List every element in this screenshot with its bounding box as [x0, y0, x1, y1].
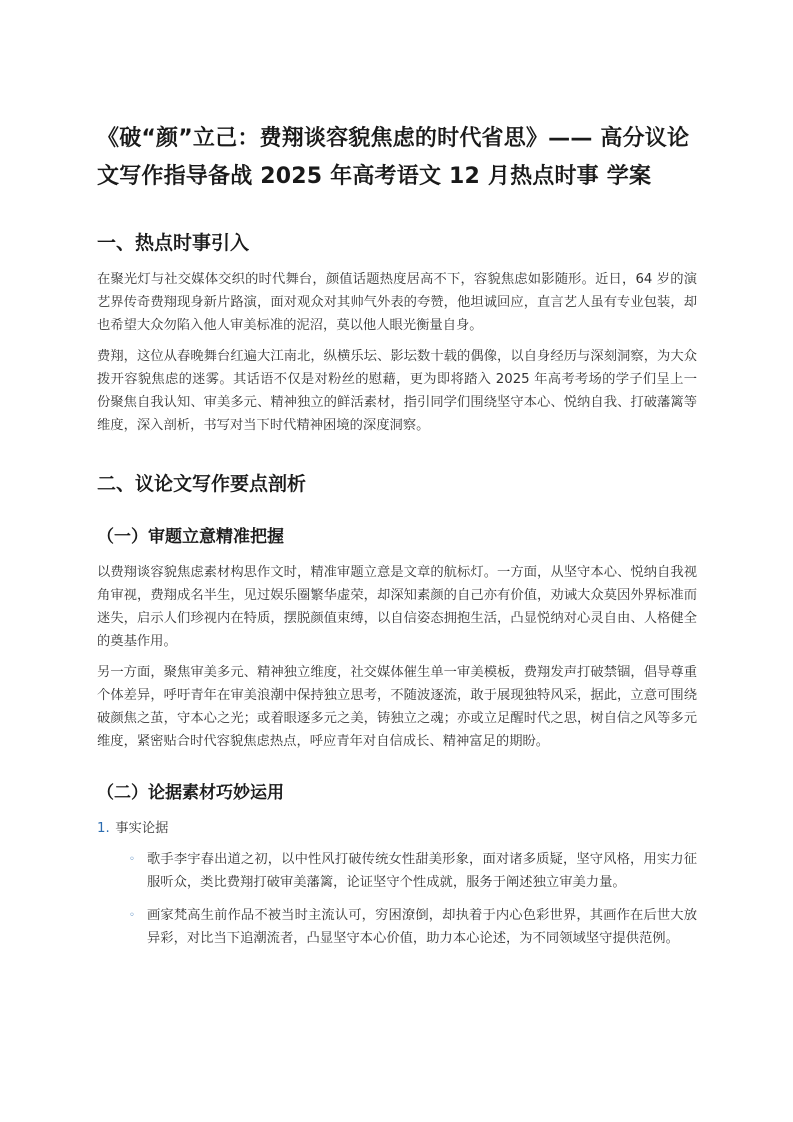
fact-evidence-bullets [97, 848, 697, 950]
bullet-item [129, 904, 697, 950]
document-title: 《破“颜”立己：费翔谈容貌焦虑的时代省思》—— 高分议论文写作指导备战 2025 年高考语文 12 月热点时事 学案 [97, 126, 690, 189]
section-heading-writing-points: 二、议论文写作要点剖析 [97, 473, 307, 495]
subsection-heading-theme: （一）审题立意精准把握 [97, 527, 284, 547]
bullet-text: 歌手李宇春出道之初，以中性风打破传统女性甜美形象，面对诸多质疑，坚守风格，用实力征服听众，类比费翔打破审美藩篱，论证坚守个性成就，服务于阐述独立审美力量。 [147, 852, 697, 890]
document-page [97, 120, 697, 960]
circle-bullet-icon: ◦ [129, 854, 135, 865]
subsection-heading-evidence: （二）论据素材巧妙运用 [97, 783, 284, 803]
bullet-item [129, 848, 697, 894]
evidence-list [97, 817, 697, 950]
list-number: 1. [97, 821, 110, 836]
subsection1-paragraph-2: 另一方面，聚焦审美多元、精神独立维度，社交媒体催生单一审美模板，费翔发声打破禁锢，倡导尊重个体差异，呼吁青年在审美浪潮中保持独立思考，不随波逐流，敢于展现独特风采，据此，立意可围绕破颜焦之茧，守本心之光；或着眼逐多元之美，铸独立之魂；亦或立足醒时代之思，树自信之风等多元维度，紧密贴合时代容貌焦虑热点，呼应青年对自信成长、精神富足的期盼。 [97, 665, 697, 749]
circle-bullet-icon: ◦ [129, 910, 135, 921]
section-heading-hot-topic: 一、热点时事引入 [97, 232, 250, 254]
list-item-label: 事实论据 [115, 821, 169, 836]
list-item [97, 817, 697, 840]
section1-paragraph-1: 在聚光灯与社交媒体交织的时代舞台，颜值话题热度居高不下，容貌焦虑如影随形。近日，64 岁的演艺界传奇费翔现身新片路演，面对观众对其帅气外表的夸赞，他坦诚回应，直言艺人虽有专业包装，却也希望大众勿陷入他人审美标准的泥沼，莫以他人眼光衡量自身。 [97, 272, 697, 333]
bullet-text: 画家梵高生前作品不被当时主流认可，穷困潦倒，却执着于内心色彩世界，其画作在后世大放异彩，对比当下追潮流者，凸显坚守本心价值，助力本心论述，为不同领域坚守提供范例。 [147, 908, 697, 946]
subsection1-paragraph-1: 以费翔谈容貌焦虑素材构思作文时，精准审题立意是文章的航标灯。一方面，从坚守本心、悦纳自我视角审视，费翔成名半生，见过娱乐圈繁华虚荣，却深知素颜的自己亦有价值，劝诫大众莫因外界标准而迷失，启示人们珍视内在特质，摆脱颜值束缚，以自信姿态拥抱生活，凸显悦纳对心灵自由、人格健全的奠基作用。 [97, 565, 697, 649]
section1-paragraph-2: 费翔，这位从春晚舞台红遍大江南北，纵横乐坛、影坛数十载的偶像，以自身经历与深刻洞察，为大众拨开容貌焦虑的迷雾。其话语不仅是对粉丝的慰藉，更为即将踏入 2025 年高考考场的学子们呈上一份聚焦自我认知、审美多元、精神独立的鲜活素材，指引同学们围绕坚守本心、悦纳自我、打破藩篱等维度，深入剖析，书写对当下时代精神困境的深度洞察。 [97, 349, 697, 433]
